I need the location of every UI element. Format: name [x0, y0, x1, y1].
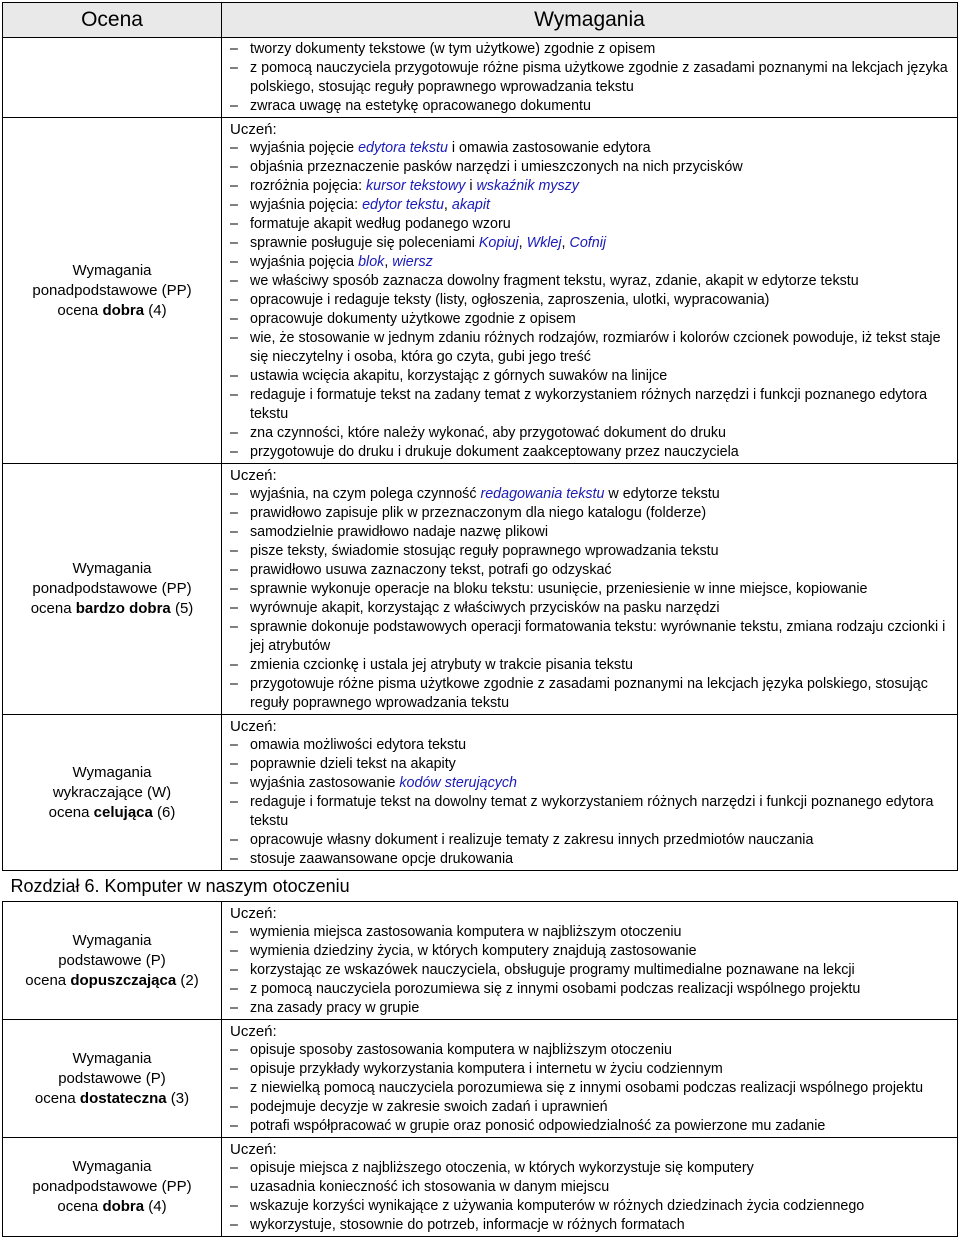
- grade-category: podstawowe (P): [58, 1069, 166, 1087]
- requirement-item: [230, 291, 957, 310]
- requirement-item: [230, 736, 957, 755]
- requirement-item: [230, 1079, 957, 1098]
- student-lead: Uczeń:: [230, 467, 277, 484]
- student-lead: Uczeń:: [230, 1023, 277, 1040]
- requirement-item: [230, 1041, 957, 1060]
- requirement-item: [230, 599, 957, 618]
- requirement-text: opisuje przykłady wykorzystania komputera i internetu w życiu codziennym: [250, 1061, 723, 1077]
- highlighted-term: redagowania tekstu: [480, 486, 605, 502]
- requirement-item: [230, 272, 957, 291]
- requirement-item: [230, 999, 957, 1018]
- requirement-text: opracowuje dokumenty użytkowe zgodnie z opisem: [250, 311, 576, 327]
- grade-row: [3, 715, 958, 871]
- student-lead: Uczeń:: [230, 1141, 277, 1158]
- grade-category: wykraczające (W): [52, 783, 172, 801]
- grade-level: dostateczna: [79, 1089, 167, 1107]
- requirement-text: wie, że stosowanie w jednym zdaniu różnych rodzajów, rozmiarów i kolorów czcionek powoduje, iż tekst staje się nieczytelny i osoba, która go czyta, gubi jego treść: [250, 330, 941, 365]
- requirement-item: [230, 942, 957, 961]
- requirement-text: wskazuje korzyści wynikające z używania komputerów w różnych dziedzinach życia codziennego: [250, 1198, 865, 1214]
- grade-row: [3, 902, 958, 1020]
- requirement-text: sprawnie posługuje się poleceniami: [250, 235, 479, 251]
- requirement-text: opisuje sposoby zastosowania komputera w najbliższym otoczeniu: [250, 1042, 672, 1058]
- grade-cell: [3, 902, 222, 1020]
- requirement-text: stosuje zaawansowane opcje drukowania: [250, 851, 514, 867]
- highlighted-term: wskaźnik myszy: [476, 178, 579, 194]
- requirement-item: [230, 774, 957, 793]
- requirement-text: prawidłowo zapisuje plik w przeznaczonym dla niego katalogu (folderze): [250, 505, 707, 521]
- requirement-item: [230, 504, 957, 523]
- highlighted-term: Kopiuj: [478, 235, 519, 251]
- requirement-item: [230, 367, 957, 386]
- grade-row: [3, 38, 958, 118]
- requirement-item: [230, 1216, 957, 1235]
- requirement-item: [230, 793, 957, 831]
- requirement-item: [230, 831, 957, 850]
- grade-score: [3, 301, 221, 321]
- grade-prefix: ocena: [57, 301, 103, 319]
- highlighted-term: edytor tekstu: [362, 197, 444, 213]
- requirement-text: redaguje i formatuje tekst na zadany temat z wykorzystaniem różnych narzędzi i funkcji poznanego edytora tekstu: [250, 387, 928, 422]
- highlighted-term: Cofnij: [569, 235, 607, 251]
- grade-cell: [3, 1138, 222, 1237]
- highlighted-term: blok: [358, 254, 385, 270]
- requirement-text: redaguje i formatuje tekst na dowolny temat z wykorzystaniem różnych narzędzi i funkcji poznanego edytora tekstu: [250, 794, 934, 829]
- grade-number: (5): [170, 600, 194, 617]
- highlighted-term: kursor tekstowy: [366, 178, 466, 194]
- requirement-text: ,: [561, 235, 570, 251]
- table-header-row: [3, 3, 958, 38]
- grade-number: (3): [166, 1089, 190, 1107]
- requirement-item: [230, 1197, 957, 1216]
- requirement-text: formatuje akapit według podanego wzoru: [250, 216, 511, 232]
- requirements-cell: [222, 38, 958, 118]
- grade-cell-continued: [3, 38, 222, 118]
- requirement-item: [230, 443, 957, 462]
- requirement-text: uzasadnia konieczność ich stosowania w danym miejscu: [250, 1179, 610, 1195]
- requirements-cell: [222, 715, 958, 871]
- requirements-cell: [222, 118, 958, 464]
- grade-number: (4): [144, 1198, 167, 1215]
- requirement-text: opracowuje własny dokument i realizuje tematy z zakresu innych przedmiotów nauczania: [250, 832, 814, 848]
- chapter-title: Rozdział 6. Komputer w naszym otoczeniu: [10, 875, 350, 896]
- requirement-text: wymienia miejsca zastosowania komputera w najbliższym otoczeniu: [250, 924, 682, 940]
- requirement-item: [230, 1178, 957, 1197]
- requirement-text: rozróżnia pojęcia:: [250, 178, 367, 194]
- grade-category: ponadpodstawowe (PP): [32, 1178, 192, 1195]
- grading-document: [2, 2, 958, 1237]
- grade-category: podstawowe (P): [58, 951, 166, 969]
- requirement-item: [230, 1060, 957, 1079]
- requirement-item: [230, 980, 957, 999]
- requirements-cell: [222, 1138, 958, 1237]
- grade-category: ponadpodstawowe (PP): [32, 580, 192, 597]
- requirement-item: [230, 675, 957, 713]
- grade-row: [3, 1020, 958, 1138]
- requirement-text: przygotowuje do druku i drukuje dokument zaakceptowany przez nauczyciela: [250, 444, 739, 460]
- requirement-text: z pomocą nauczyciela przygotowuje różne pisma użytkowe zgodnie z zasadami poznanymi na lekcjach języka polskiego, stosując reguły poprawnego wprowadzania tekstu: [250, 60, 948, 95]
- requirement-text: opracowuje i redaguje teksty (listy, ogłoszenia, zaproszenia, ulotki, wypracowania): [250, 292, 770, 308]
- requirement-text: w edytorze tekstu: [604, 486, 720, 502]
- requirement-item: [230, 196, 957, 215]
- requirement-text: opisuje miejsca z najbliższego otoczenia, w których wykorzystuje się komputery: [250, 1160, 754, 1176]
- requirement-text: sprawnie dokonuje podstawowych operacji formatowania tekstu: wyrównanie tekstu, zmiana rodzaju czcionki i jej atrybutów: [250, 619, 946, 654]
- grade-row: [3, 1138, 958, 1237]
- requirement-item: [230, 561, 957, 580]
- grade-label: Wymagania: [72, 931, 152, 949]
- student-lead: Uczeń:: [230, 121, 277, 138]
- student-lead: Uczeń:: [230, 905, 277, 922]
- requirement-text: objaśnia przeznaczenie pasków narzędzi i umieszczonych na nich przycisków: [250, 159, 743, 175]
- grade-number: (6): [152, 803, 176, 821]
- grade-prefix: ocena: [25, 971, 71, 989]
- grade-level: dopuszczająca: [70, 971, 177, 989]
- requirement-text: poprawnie dzieli tekst na akapity: [250, 756, 456, 772]
- grade-prefix: ocena: [34, 1089, 80, 1107]
- requirement-text: zwraca uwagę na estetykę opracowanego dokumentu: [250, 98, 591, 114]
- grade-score: [3, 1197, 221, 1217]
- requirement-item: [230, 40, 957, 59]
- requirement-item: [230, 329, 957, 367]
- requirement-item: [230, 1117, 957, 1136]
- requirement-item: [230, 59, 957, 97]
- requirements-table: [2, 2, 958, 1237]
- requirement-item: [230, 961, 957, 980]
- requirement-item: [230, 424, 957, 443]
- requirement-text: pisze teksty, świadomie stosując reguły poprawnego wprowadzania tekstu: [250, 543, 719, 559]
- requirement-list: [230, 1041, 957, 1136]
- requirement-text: wykorzystuje, stosownie do potrzeb, informacje w różnych formatach: [250, 1217, 685, 1233]
- requirement-list: [230, 139, 957, 462]
- requirement-text: we właściwy sposób zaznacza dowolny fragment tekstu, wyraz, zdanie, akapit w edytorze tekstu: [250, 273, 859, 289]
- requirement-text: podejmuje decyzje w zakresie swoich zadań i uprawnień: [250, 1099, 608, 1115]
- requirement-item: [230, 215, 957, 234]
- grade-level: bardzo dobra: [75, 600, 171, 617]
- requirement-text: i: [465, 178, 477, 194]
- requirement-list: [230, 1159, 957, 1235]
- grade-cell: [3, 715, 222, 871]
- grade-level: dobra: [102, 1198, 145, 1215]
- requirements-cell: [222, 902, 958, 1020]
- requirement-item: [230, 310, 957, 329]
- requirement-text: prawidłowo usuwa zaznaczony tekst, potrafi go odzyskać: [250, 562, 612, 578]
- requirement-item: [230, 923, 957, 942]
- requirement-text: z pomocą nauczyciela porozumiewa się z innymi osobami podczas realizacji wspólnego projektu: [250, 981, 861, 997]
- grade-cell: [3, 464, 222, 715]
- requirement-text: ,: [443, 197, 452, 213]
- grade-number: (4): [144, 301, 167, 319]
- requirement-text: tworzy dokumenty tekstowe (w tym użytkowe) zgodnie z opisem: [250, 41, 656, 57]
- requirement-text: ,: [384, 254, 393, 270]
- requirement-text: wyjaśnia, na czym polega czynność: [250, 486, 481, 502]
- requirement-text: z niewielką pomocą nauczyciela porozumiewa się z innymi osobami podczas realizacji wspólnego projektu: [250, 1080, 924, 1096]
- grade-label: Wymagania: [72, 560, 152, 577]
- requirement-text: samodzielnie prawidłowo nadaje nazwę plikowi: [250, 524, 549, 540]
- highlighted-term: wiersz: [392, 254, 433, 270]
- student-lead: Uczeń:: [230, 718, 277, 735]
- requirement-item: [230, 177, 957, 196]
- requirement-item: [230, 850, 957, 869]
- grade-score: [3, 1089, 221, 1109]
- requirement-text: zna czynności, które należy wykonać, aby przygotować dokument do druku: [250, 425, 727, 441]
- grade-score: [3, 803, 221, 823]
- grade-label: Wymagania: [72, 1158, 152, 1175]
- requirement-text: zmienia czcionkę i ustala jej atrybuty w trakcie pisania tekstu: [250, 657, 634, 673]
- requirement-text: zna zasady pracy w grupie: [250, 1000, 420, 1016]
- requirement-item: [230, 523, 957, 542]
- requirement-item: [230, 234, 957, 253]
- highlighted-term: kodów sterujących: [399, 775, 518, 791]
- requirement-item: [230, 1098, 957, 1117]
- requirement-list: [230, 923, 957, 1018]
- requirement-item: [230, 253, 957, 272]
- requirement-text: i omawia zastosowanie edytora: [447, 140, 651, 156]
- grade-label: Wymagania: [72, 1049, 152, 1067]
- grade-score: [3, 971, 221, 991]
- requirement-text: wyjaśnia zastosowanie: [250, 775, 400, 791]
- requirement-item: [230, 755, 957, 774]
- requirements-column-header: Wymagania: [222, 3, 958, 38]
- requirement-text: ,: [518, 235, 527, 251]
- requirement-text: korzystając ze wskazówek nauczyciela, obsługuje programy multimedialne poznawane na lekcji: [250, 962, 855, 978]
- requirement-item: [230, 139, 957, 158]
- requirement-text: wymienia dziedziny życia, w których komputery znajdują zastosowanie: [250, 943, 697, 959]
- requirement-item: [230, 580, 957, 599]
- grade-row: [3, 118, 958, 464]
- requirement-item: [230, 542, 957, 561]
- requirement-text: omawia możliwości edytora tekstu: [250, 737, 467, 753]
- requirement-item: [230, 1159, 957, 1178]
- requirement-text: ustawia wcięcia akapitu, korzystając z górnych suwaków na linijce: [250, 368, 668, 384]
- requirement-text: sprawnie wykonuje operacje na bloku tekstu: usunięcie, przeniesienie w inne miejsce, kopiowanie: [250, 581, 868, 597]
- requirement-text: potrafi współpracować w grupie oraz ponosić odpowiedzialność za powierzone mu zadanie: [250, 1118, 826, 1134]
- chapter-row: [3, 871, 958, 902]
- requirement-item: [230, 485, 957, 504]
- requirements-cell: [222, 1020, 958, 1138]
- grade-prefix: ocena: [57, 1198, 103, 1215]
- grade-label: Wymagania: [72, 763, 152, 781]
- requirement-list: [230, 485, 957, 713]
- grade-score: [3, 599, 221, 619]
- highlighted-term: akapit: [451, 197, 491, 213]
- grade-cell: [3, 1020, 222, 1138]
- requirement-list: [230, 40, 957, 116]
- requirement-text: wyrównuje akapit, korzystając z właściwych przycisków na pasku narzędzi: [250, 600, 720, 616]
- grade-prefix: ocena: [30, 600, 76, 617]
- grade-category: ponadpodstawowe (PP): [32, 281, 192, 299]
- requirement-item: [230, 656, 957, 675]
- requirement-list: [230, 736, 957, 869]
- requirement-item: [230, 158, 957, 177]
- grade-label: Wymagania: [72, 261, 152, 279]
- requirement-item: [230, 97, 957, 116]
- requirement-text: przygotowuje różne pisma użytkowe zgodnie z zasadami poznanymi na lekcjach języka polskiego, stosując reguły poprawnego wprowadzania tekstu: [250, 676, 928, 711]
- requirement-text: wyjaśnia pojęcia:: [250, 197, 363, 213]
- grade-row: [3, 464, 958, 715]
- grade-number: (2): [176, 971, 199, 989]
- grade-cell: [3, 118, 222, 464]
- grade-level: dobra: [102, 301, 145, 319]
- grade-prefix: ocena: [48, 803, 94, 821]
- requirement-text: wyjaśnia pojęcia: [250, 254, 359, 270]
- highlighted-term: edytora tekstu: [358, 140, 448, 156]
- grade-column-header: Ocena: [3, 3, 222, 38]
- requirement-item: [230, 386, 957, 424]
- requirement-text: wyjaśnia pojęcie: [250, 140, 359, 156]
- grade-level: celująca: [93, 803, 153, 821]
- highlighted-term: Wklej: [526, 235, 562, 251]
- requirements-cell: [222, 464, 958, 715]
- requirement-item: [230, 618, 957, 656]
